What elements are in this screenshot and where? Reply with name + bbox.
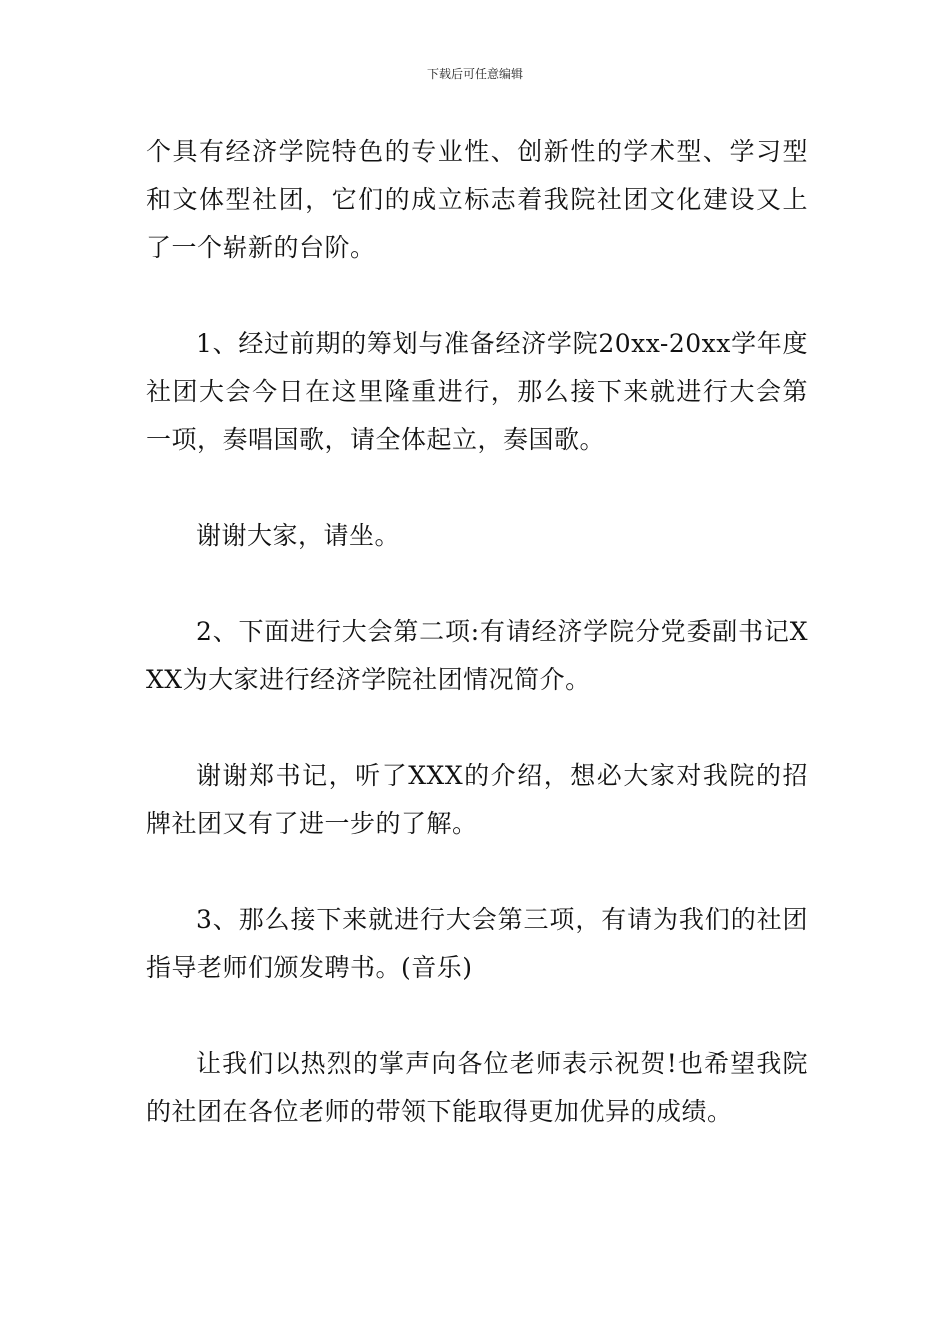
document-body xyxy=(146,128,808,1136)
paragraph-item-3: 3、那么接下来就进行大会第三项，有请为我们的社团指导老师们颁发聘书。(音乐) xyxy=(146,905,808,982)
paragraph-thanks: 谢谢大家，请坐。 xyxy=(196,521,401,550)
page-header-note: 下载后可任意编辑 xyxy=(426,67,523,81)
paragraph-congratulations: 让我们以热烈的掌声向各位老师表示祝贺!也希望我院的社团在各位老师的带领下能取得更加优异的成绩。 xyxy=(146,1049,808,1126)
paragraph-item-1: 1、经过前期的筹划与准备经济学院20xx-20xx学年度社团大会今日在这里隆重进行，那么接下来就进行大会第一项，奏唱国歌，请全体起立，奏国歌。 xyxy=(146,329,808,454)
paragraph-continuation: 个具有经济学院特色的专业性、创新性的学术型、学习型和文体型社团，它们的成立标志着我院社团文化建设又上了一个崭新的台阶。 xyxy=(146,137,808,262)
paragraph-thanks-secretary: 谢谢郑书记，听了XXX的介绍，想必大家对我院的招牌社团又有了进一步的了解。 xyxy=(146,761,808,838)
paragraph-item-2: 2、下面进行大会第二项:有请经济学院分党委副书记XXX为大家进行经济学院社团情况简介。 xyxy=(146,617,808,694)
